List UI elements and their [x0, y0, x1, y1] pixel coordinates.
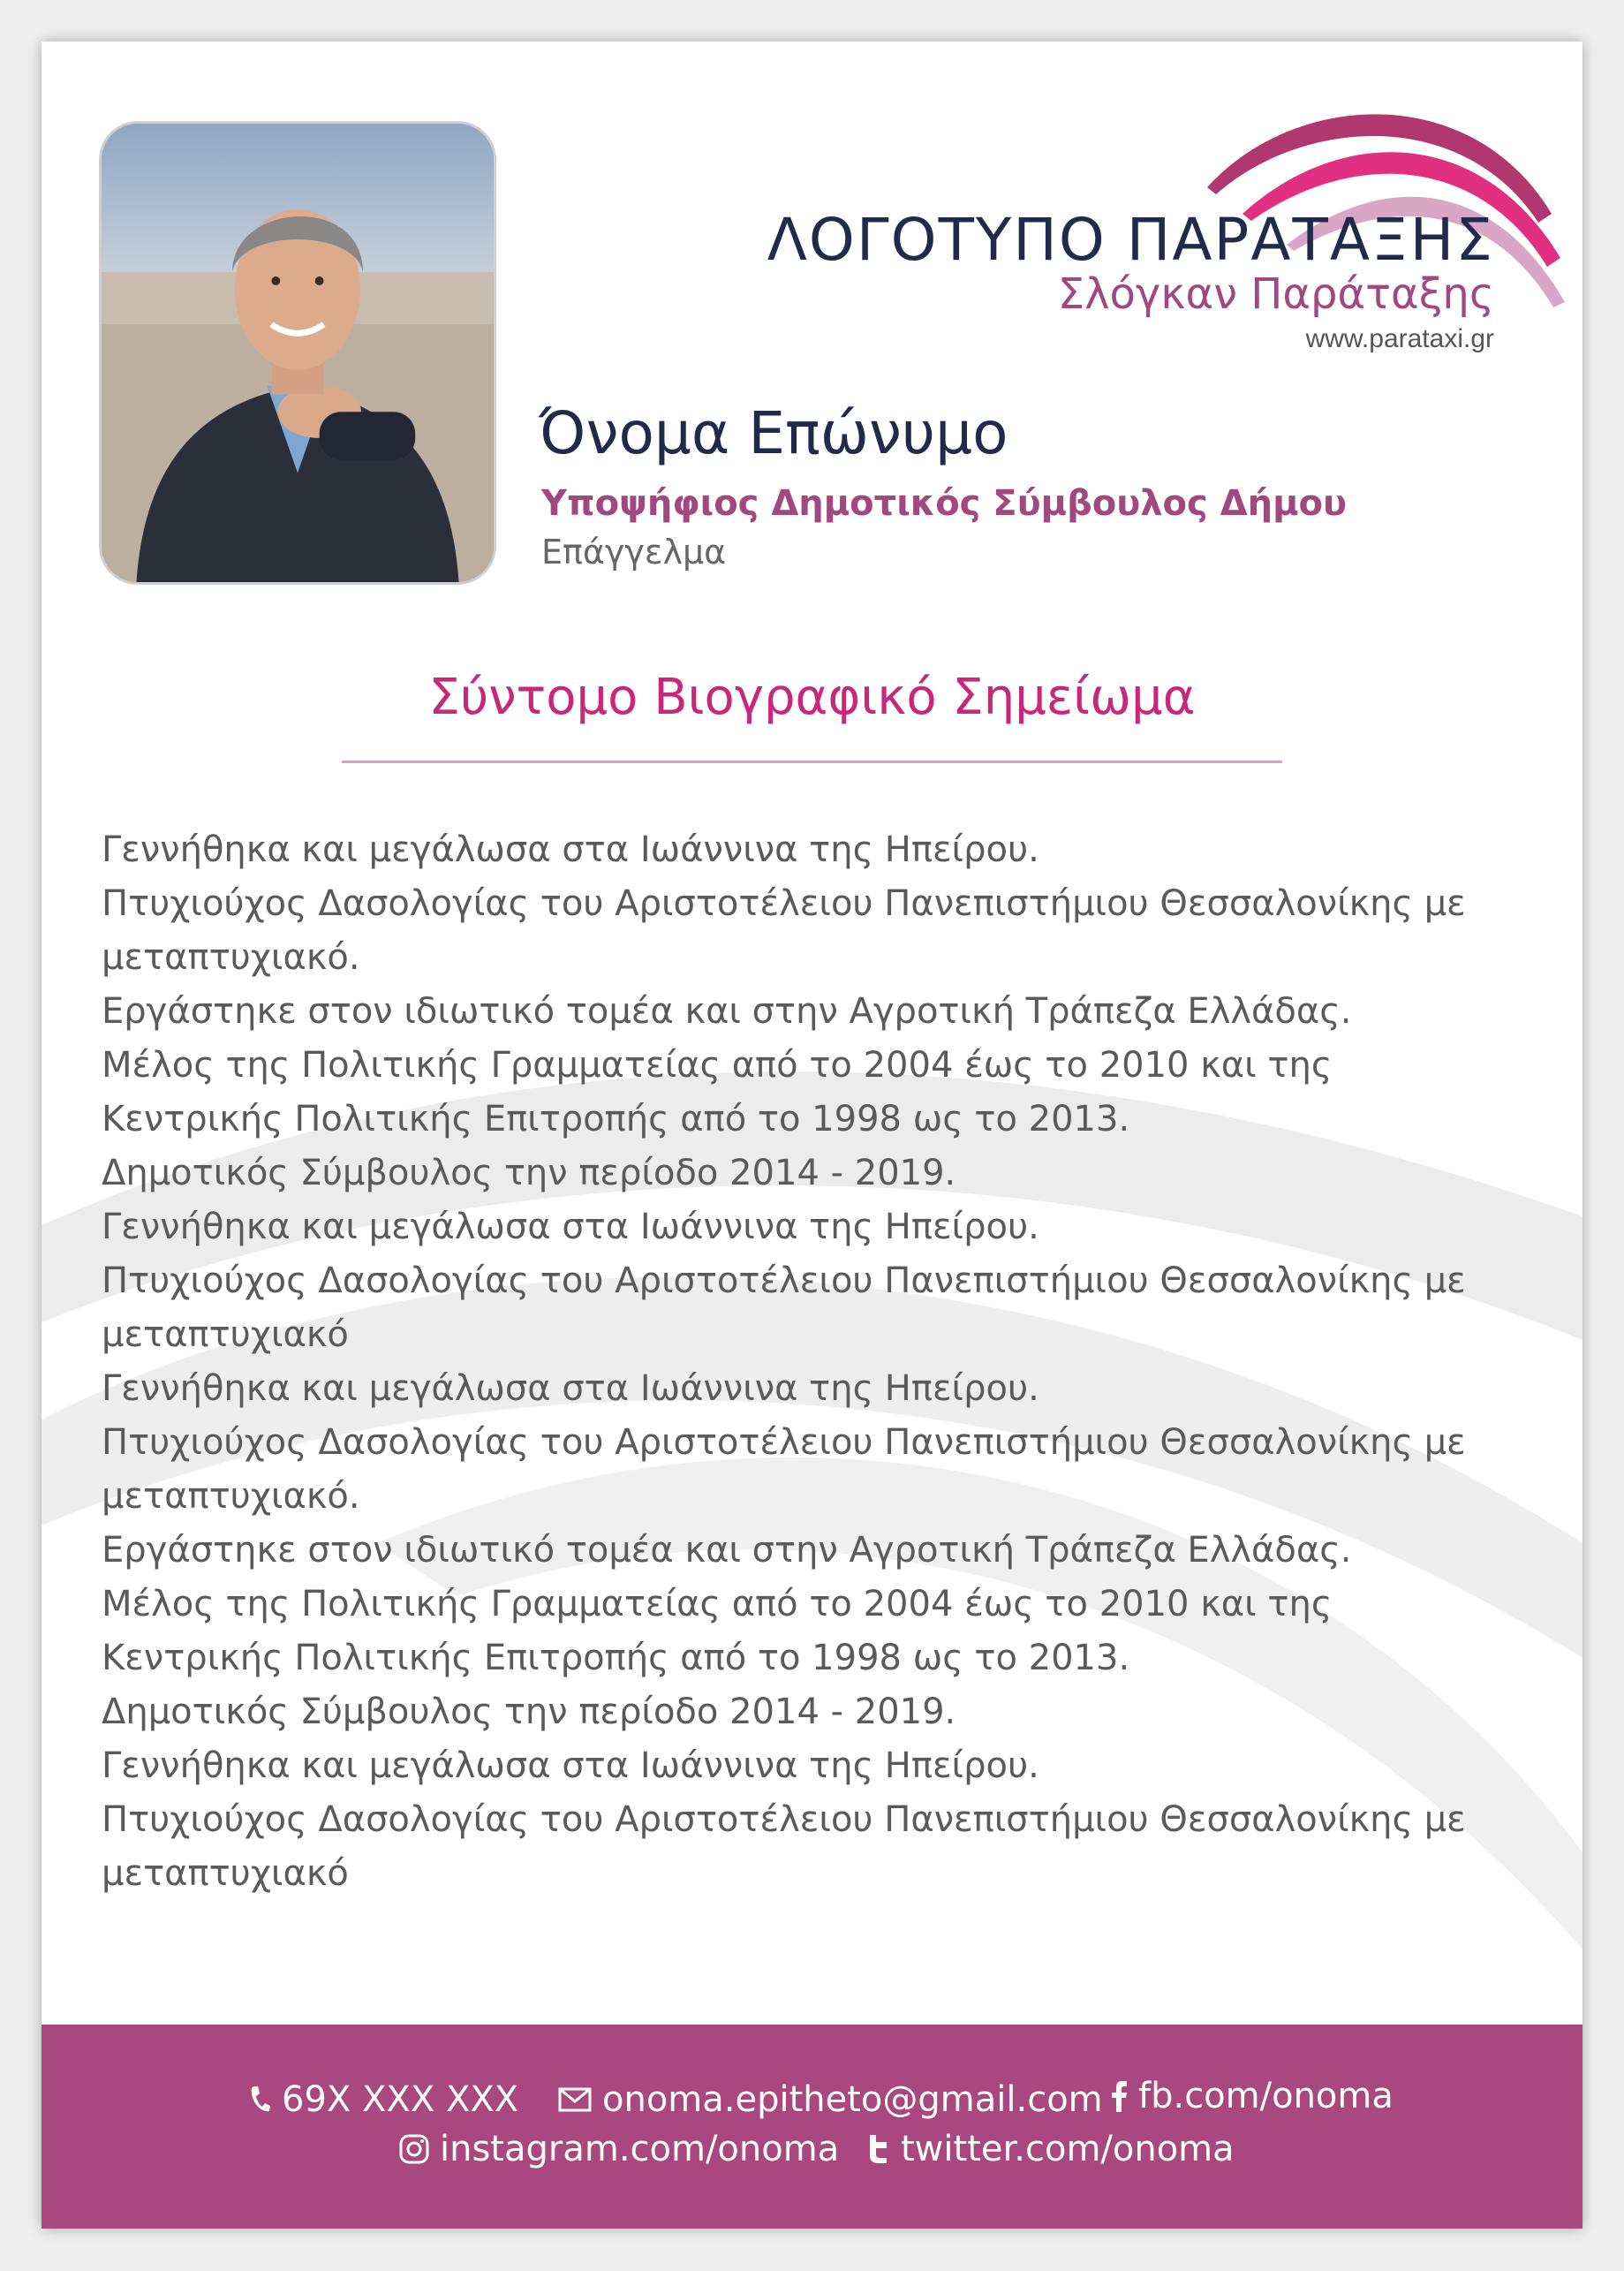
bio-line: Πτυχιούχος Δασολογίας του Αριστοτέλειου Πανεπιστήμιου Θεσσαλονίκης με — [102, 1799, 1466, 1840]
bio-line: Γεννήθηκα και μεγάλωσα στα Ιωάννινα της Ηπείρου. — [102, 829, 1039, 870]
bio-line: Μέλος της Πολιτικής Γραμματείας από το 2004 έως το 2010 και της — [102, 1045, 1333, 1086]
envelope-icon — [558, 2087, 592, 2112]
bio-line: Εργάστηκε στον ιδιωτικό τομέα και στην Αγροτική Τράπεζα Ελλάδας. — [102, 991, 1352, 1032]
twitter-url: twitter.com/onoma — [901, 2129, 1235, 2169]
phone-number: 69X XXX XXX — [282, 2079, 519, 2120]
candidate-role: Υποψήφιος Δημοτικός Σύμβουλος Δήμου — [541, 483, 1347, 524]
section-title: Σύντομο Βιογραφικό Σημείωμα — [428, 669, 1196, 726]
phone-contact[interactable] — [248, 2079, 518, 2120]
facebook-contact[interactable] — [1110, 2076, 1394, 2116]
email-address: onoma.epitheto@gmail.com — [602, 2079, 1103, 2120]
bio-line: Πτυχιούχος Δασολογίας του Αριστοτέλειου Πανεπιστήμιου Θεσσαλονίκης με — [102, 883, 1466, 924]
title-divider — [342, 761, 1282, 763]
twitter-contact[interactable] — [867, 2129, 1235, 2169]
bio-line: Κεντρικής Πολιτικής Επιτροπής από το 1998 ως το 2013. — [102, 1099, 1130, 1139]
bio-line: Πτυχιούχος Δασολογίας του Αριστοτέλειου Πανεπιστήμιου Θεσσαλονίκης με — [102, 1422, 1466, 1463]
instagram-url: instagram.com/onoma — [440, 2129, 840, 2169]
candidate-profession: Επάγγελμα — [541, 533, 727, 572]
candidate-name: Όνομα Επώνυμο — [539, 399, 1008, 467]
bio-line: Γεννήθηκα και μεγάλωσα στα Ιωάννινα της Ηπείρου. — [102, 1745, 1039, 1786]
bio-line: Γεννήθηκα και μεγάλωσα στα Ιωάννινα της Ηπείρου. — [102, 1207, 1039, 1247]
bio-line: Πτυχιούχος Δασολογίας του Αριστοτέλειου Πανεπιστήμιου Θεσσαλονίκης με — [102, 1260, 1466, 1301]
bio-line: μεταπτυχιακό. — [102, 1476, 360, 1517]
email-contact[interactable] — [558, 2079, 1103, 2120]
bio-line: Δημοτικός Σύμβουλος την περίοδο 2014 - 2019. — [102, 1153, 956, 1193]
bio-text — [102, 823, 1550, 1901]
bio-line: μεταπτυχιακό — [102, 1853, 349, 1894]
bio-line: Εργάστηκε στον ιδιωτικό τομέα και στην Αγροτική Τράπεζα Ελλάδας. — [102, 1530, 1352, 1571]
bio-line: Γεννήθηκα και μεγάλωσα στα Ιωάννινα της Ηπείρου. — [102, 1368, 1039, 1409]
contact-footer — [42, 2025, 1582, 2229]
bio-line: Μέλος της Πολιτικής Γραμματείας από το 2004 έως το 2010 και της — [102, 1584, 1333, 1624]
bio-line: Κεντρικής Πολιτικής Επιτροπής από το 1998 ως το 2013. — [102, 1638, 1130, 1678]
flyer-sheet — [42, 42, 1582, 2229]
phone-icon — [248, 2085, 271, 2115]
party-website-link[interactable]: www.parataxi.gr — [1305, 324, 1494, 353]
bio-line: μεταπτυχιακό. — [102, 937, 360, 978]
bio-line: Δημοτικός Σύμβουλος την περίοδο 2014 - 2019. — [102, 1692, 956, 1732]
candidate-photo — [99, 121, 496, 585]
party-slogan: Σλόγκαν Παράταξης — [1057, 269, 1494, 319]
instagram-contact[interactable] — [399, 2129, 839, 2169]
facebook-url: fb.com/onoma — [1138, 2076, 1394, 2116]
facebook-icon — [1110, 2080, 1128, 2112]
bio-line: μεταπτυχιακό — [102, 1314, 349, 1355]
instagram-icon — [399, 2134, 429, 2164]
party-logo-title: ΛΟΓΟΤΥΠΟ ΠΑΡΑΤΑΞΗΣ — [767, 206, 1494, 274]
twitter-icon — [867, 2134, 890, 2164]
